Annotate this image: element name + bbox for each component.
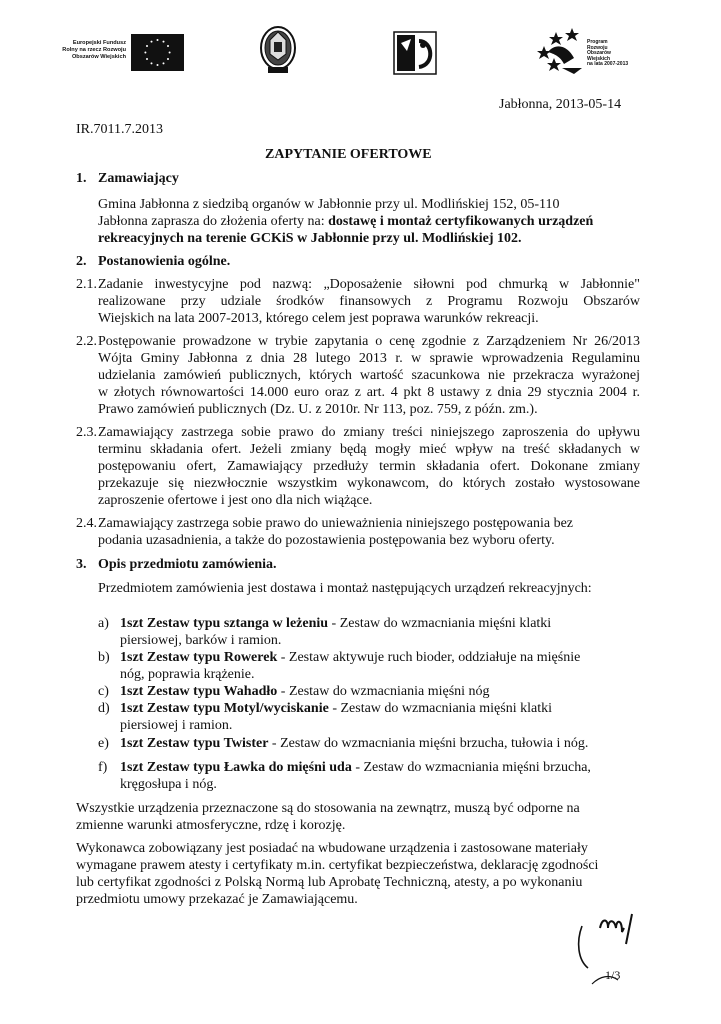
leader-logo-icon: [393, 31, 437, 75]
paragraph-2-1-number: 2.1.: [76, 277, 97, 292]
section-2-heading: Postanowienia ogólne.: [98, 254, 231, 269]
list-item-continuation: piersiowej, barków i ramion.: [120, 633, 282, 648]
paragraph-2-3-line: postępowaniu ofert, Zamawiający przedłuży termin składania ofert. Dokonane zmiany: [98, 459, 640, 474]
paragraph-2-2-number: 2.2.: [76, 334, 97, 349]
item-letter: c): [98, 684, 109, 699]
item-letter: b): [98, 650, 110, 665]
item-letter: a): [98, 616, 109, 631]
paragraph-2-2-line: Prawo zamówień publicznych (Dz. U. z 2010r. Nr 113, poz. 759, z późn. zm.).: [98, 402, 538, 417]
reference-number: IR.7011.7.2013: [76, 122, 163, 137]
section-1-line-2: Jabłonna zaprasza do złożenia oferty na: dostawę i montaż certyfikowanych urządzeń: [98, 214, 594, 229]
closing-paragraph-2-line: przedmiotu umowy przekazać je Zamawiającemu.: [76, 892, 358, 907]
paragraph-2-3-line: przekazuje się niezwłocznie wszystkim wykonawcom, do których zostało wystosowane: [98, 476, 640, 491]
list-item: 1szt Zestaw typu Ławka do mięśni uda - Zestaw do wzmacniania mięśni brzucha,: [120, 760, 591, 775]
paragraph-2-3-line: Zamawiający zastrzega sobie prawo do zmiany treści niniejszego zaproszenia do upływu: [98, 425, 640, 440]
paragraph-2-1-line: Zadanie inwestycyjne pod nazwą: „Doposażenie siłowni pod chmurką w Jabłonnie": [98, 277, 640, 292]
list-item-continuation: nóg, poprawia krążenie.: [120, 667, 255, 682]
page-title: ZAPYTANIE OFERTOWE: [265, 147, 432, 162]
program-text: Program Rozwoju Obszarów Wiejskich na lata 2007-2013: [587, 39, 629, 68]
paragraph-2-2-line: Postępowanie prowadzone w trybie zapytania o cenę zgodnie z Zarządzeniem Nr 26/2013: [98, 334, 640, 349]
section-1-line-1: Gmina Jabłonna z siedzibą organów w Jabłonnie przy ul. Modlińskiej 152, 05-110: [98, 197, 560, 212]
paragraph-2-2-line: udzielania zamówień publicznych, których wartość szacunkowa nie przekracza wyrażonej: [98, 368, 640, 383]
list-item: 1szt Zestaw typu Wahadło - Zestaw do wzmacniania mięśni nóg: [120, 684, 490, 699]
closing-paragraph-1-line: zmienne warunki atmosferyczne, rdzę i korozję.: [76, 818, 346, 833]
paragraph-2-2-line: w złotych równowartości 14.000 euro oraz z art. 4 pkt 8 ustawy z dnia 29 stycznia 2004 r.: [98, 385, 640, 400]
page-number: 1/3: [605, 968, 621, 982]
paragraph-2-4-line: Zamawiający zastrzega sobie prawo do unieważnienia niniejszego postępowania bez: [98, 516, 574, 531]
emblem-icon: [258, 24, 298, 76]
item-letter: f): [98, 760, 108, 775]
closing-paragraph-1-line: Wszystkie urządzenia przeznaczone są do stosowania na zewnątrz, muszą być odporne na: [76, 801, 580, 816]
section-1-line-3: rekreacyjnych na terenie GCKiS w Jabłonnie przy ul. Modlińskiej 102.: [98, 231, 522, 246]
list-item: 1szt Zestaw typu Rowerek - Zestaw aktywuje ruch bioder, oddziałuje na mięśnie: [120, 650, 581, 665]
section-1-number: 1.: [76, 171, 87, 186]
eu-flag-icon: [131, 34, 184, 71]
item-letter: d): [98, 701, 110, 716]
paragraph-2-1-line: Wiejskich na lata 2007-2013, którego celem jest poprawa warunków rekreacji.: [98, 311, 539, 326]
eu-fund-text: Europejski Fundusz Rolny na rzecz Rozwoju Obszarów Wiejskich: [62, 40, 126, 60]
list-item: 1szt Zestaw typu Twister - Zestaw do wzmacniania mięśni brzucha, tułowia i nóg.: [120, 736, 589, 751]
section-3-intro: Przedmiotem zamówienia jest dostawa i montaż następujących urządzeń rekreacyjnych:: [98, 581, 592, 596]
paragraph-2-3-line: terminu składania ofert. Jeżeli zmiany będą mogły mieć wpływ na treść składanych w: [98, 442, 640, 457]
list-item-continuation: piersiowej i ramion.: [120, 718, 233, 733]
closing-paragraph-2-line: Wykonawca zobowiązany jest posiadać na wbudowane urządzenia i zastosowane materiały: [76, 841, 588, 856]
paragraph-2-1-line: realizowane przy udziale środków finansowych z Programu Rozwoju Obszarów: [98, 294, 640, 309]
paragraph-2-2-line: Wójta Gminy Jabłonna z dnia 28 lutego 2013 r. w sprawie wprowadzenia Regulaminu: [98, 351, 640, 366]
section-1-heading: Zamawiający: [98, 171, 179, 186]
place-date: Jabłonna, 2013-05-14: [499, 97, 622, 112]
section-3-number: 3.: [76, 557, 87, 572]
list-item-continuation: kręgosłupa i nóg.: [120, 777, 217, 792]
list-item: 1szt Zestaw typu Motyl/wyciskanie - Zestaw do wzmacniania mięśni klatki: [120, 701, 552, 716]
paragraph-2-4-line: podania uzasadnienia, a także do pozostawienia postępowania bez wyboru oferty.: [98, 533, 555, 548]
paragraph-2-4-number: 2.4.: [76, 516, 97, 531]
list-item: 1szt Zestaw typu sztanga w leżeniu - Zestaw do wzmacniania mięśni klatki: [120, 616, 552, 631]
paragraph-2-3-line: zaproszenie ofertowe i jest ono dla nich wiążące.: [98, 493, 373, 508]
item-letter: e): [98, 736, 109, 751]
signature-icon: [570, 898, 670, 998]
paragraph-2-3-number: 2.3.: [76, 425, 97, 440]
section-3-heading: Opis przedmiotu zamówienia.: [98, 557, 277, 572]
closing-paragraph-2-line: wymagane prawem atesty i certyfikaty m.in. certyfikat bezpieczeństwa, deklarację zgodności: [76, 858, 599, 873]
closing-paragraph-2-line: lub certyfikat zgodności z Polską Normą lub Aprobatę Techniczną, atesty, a po wykonaniu: [76, 875, 583, 890]
section-2-number: 2.: [76, 254, 87, 269]
